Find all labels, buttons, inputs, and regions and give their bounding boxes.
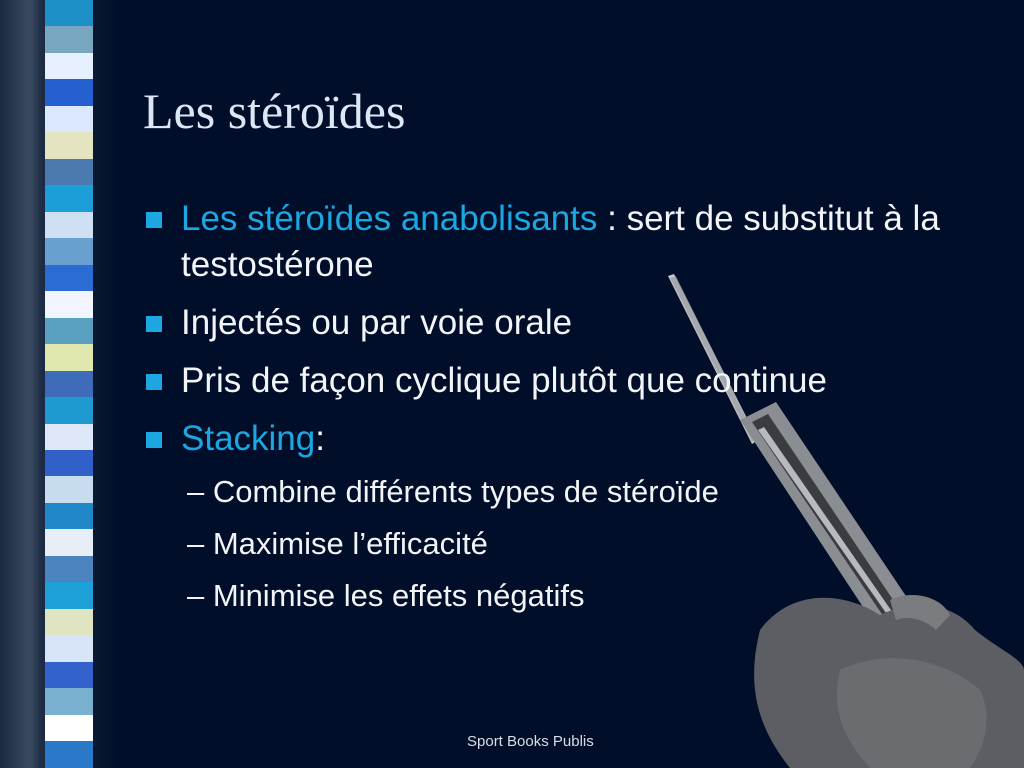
stripe-band (45, 371, 93, 397)
stripe-band (45, 132, 93, 158)
square-bullet-icon (146, 432, 162, 448)
bullet-text: : sert de substitut à la testostérone (181, 199, 940, 284)
stripe-band (45, 688, 93, 714)
stripe-band (45, 609, 93, 635)
list-item (143, 300, 943, 346)
list-item (143, 416, 943, 616)
list-item (143, 358, 943, 404)
stripe-band (45, 185, 93, 211)
stripe-band (45, 344, 93, 370)
stripe-band (45, 79, 93, 105)
stripe-band (45, 529, 93, 555)
stripe-band (45, 450, 93, 476)
bullet-list (143, 196, 943, 628)
stripe-band (45, 318, 93, 344)
stripe-band (45, 503, 93, 529)
bullet-text: Injectés ou par voie orale (181, 303, 573, 342)
stripe-band (45, 556, 93, 582)
stripe-band (45, 212, 93, 238)
footer-text: Sport Books Publis (467, 733, 594, 750)
stripe-band (45, 397, 93, 423)
stripe-band (45, 291, 93, 317)
square-bullet-icon (146, 212, 162, 228)
stripe-band (45, 0, 93, 26)
stripe-band (45, 715, 93, 741)
stripe-band (45, 159, 93, 185)
stripe-band (45, 238, 93, 264)
sub-list-item: – Combine différents types de stéroïde (187, 474, 719, 509)
sub-list-item: – Minimise les effets négatifs (187, 578, 585, 613)
sub-list-item: – Maximise l’efficacité (187, 526, 488, 561)
highlight-text: Les stéroïdes anabolisants (181, 199, 598, 238)
stripe-band (45, 582, 93, 608)
stripe-band (45, 741, 93, 767)
list-item (143, 196, 943, 288)
page-title: Les stéroïdes (143, 83, 406, 139)
stripe-band (45, 635, 93, 661)
bullet-text: Pris de façon cyclique plutôt que continue (181, 361, 827, 400)
stripe-band (45, 424, 93, 450)
sub-bullet-list (187, 472, 943, 616)
stripe-band (45, 26, 93, 52)
square-bullet-icon (146, 374, 162, 390)
decorative-stripes (0, 0, 120, 768)
stripe-band (45, 106, 93, 132)
square-bullet-icon (146, 316, 162, 332)
stripe-band (45, 476, 93, 502)
stripe-column (45, 0, 93, 768)
highlight-text: Stacking (181, 419, 316, 458)
bullet-text: : (315, 419, 325, 458)
stripe-band (45, 662, 93, 688)
stripe-band (45, 53, 93, 79)
stripe-band (45, 265, 93, 291)
